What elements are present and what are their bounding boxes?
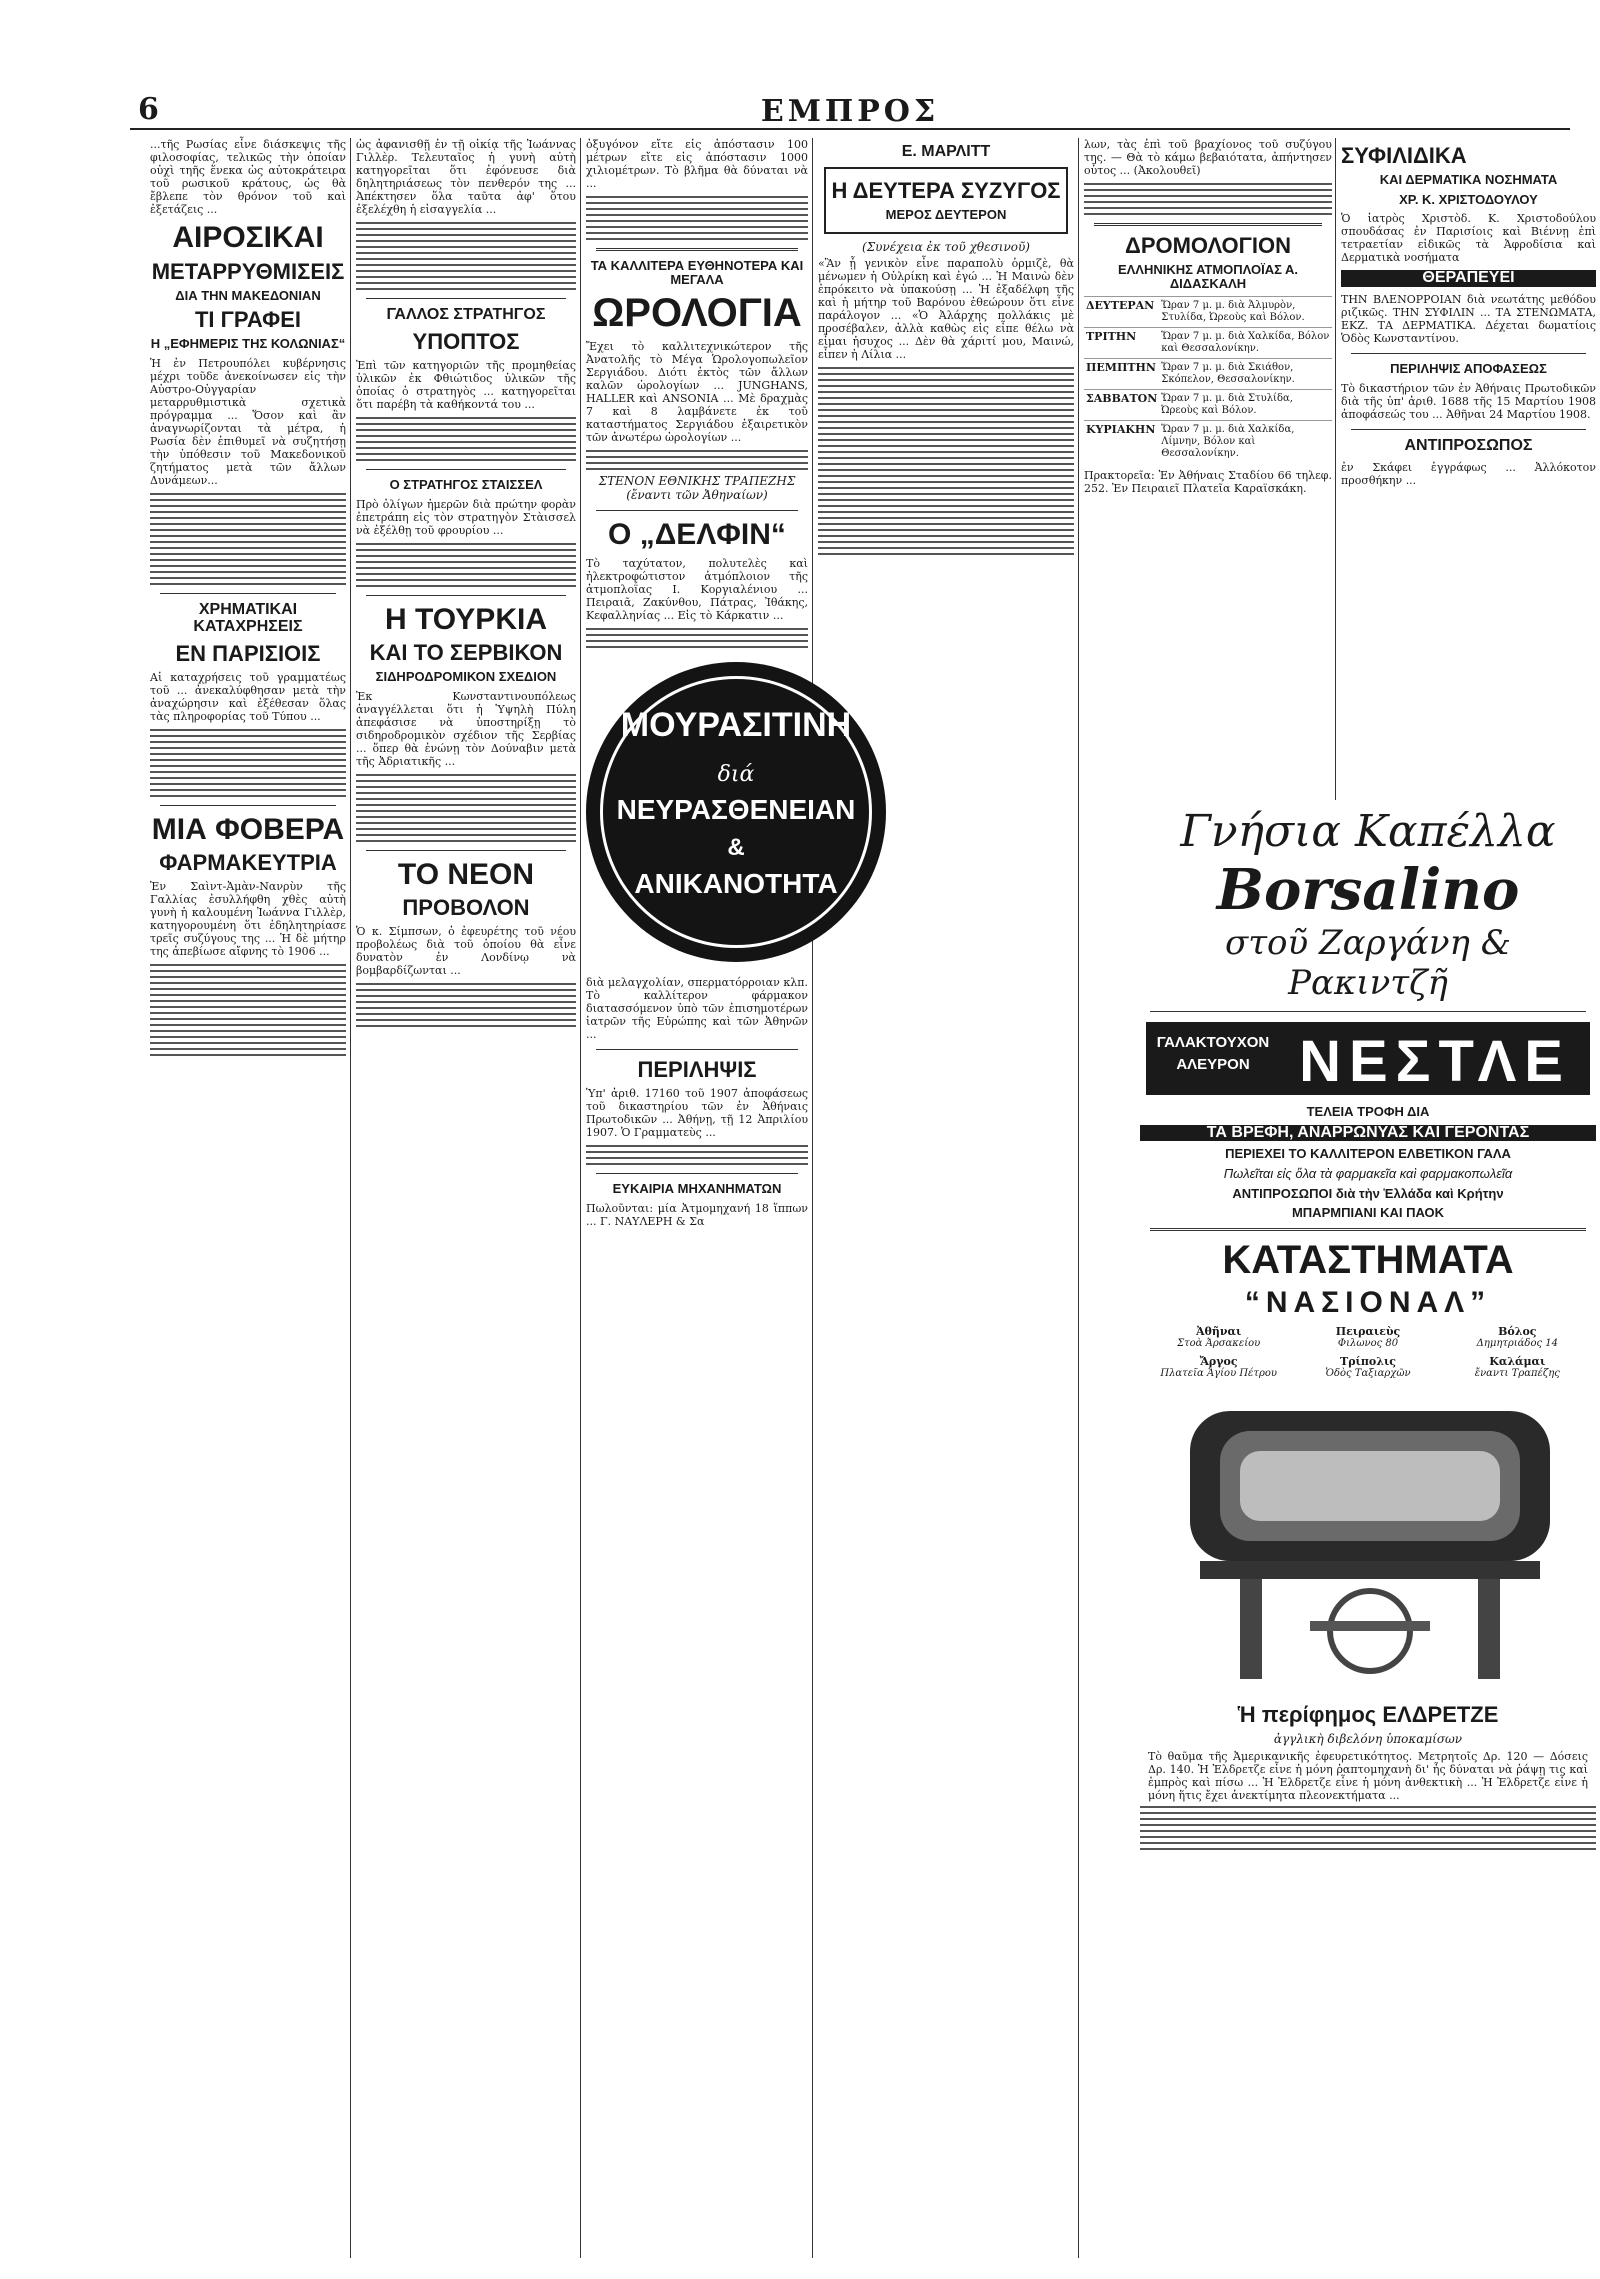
ad-headline: Ἡ περίφημος ΕΛΔΡΕΤΖΕ [1237,1701,1499,1727]
headline: ΠΕΡΙΛΗΨΙΣ [637,1056,757,1082]
column-4 [818,138,1074,2258]
headline: ΕΛΛΗΝΙΚΗΣ ΑΤΜΟΠΛΟΪΑΣ Α. ΔΙΔΑΣΚΑΛΗ [1117,262,1299,291]
seal-text: & [727,833,745,861]
column-3 [586,138,856,2258]
schedule-day: ΣΑΒΒΑΤΟΝ [1084,390,1159,421]
headline: ΤΑ ΚΑΛΛΙΤΕΡΑ ΕΥΘΗΝΟΤΕΡΑ ΚΑΙ ΜΕΓΑΛΑ [590,258,804,287]
schedule-text: Ὥραν 7 μ. μ. διὰ Χαλκίδα, Βόλον καὶ Θεσσαλονίκην. [1159,328,1332,359]
article-text: Ἔχει τὸ καλλιτεχνικώτερον τῆς Ἀνατολῆς τὸ Μέγα Ὡρολογοπωλεῖον Σεργιάδου. Διότι ἐκτὸς τῶν ἄλλων καλῶν ὡρολογίων ... JUNGHANS, HALLER καὶ ANSONIA ... Μὲ δραχμὰς 7 καὶ 8 λαμβάνετε ἐκ τοῦ καταστήματος Σεργιάδου ἐξαιρετικὸν τῶν ἀνωτέρω ὡρολογίων ... [586,340,808,445]
headline: ΔΙΑ ΤΗΝ ΜΑΚΕΔΟΝΙΑΝ [175,287,321,303]
headline: ΥΠΟΠΤΟΣ [412,328,520,354]
headline: ΩΡΟΛΟΓΙΑ [592,291,802,336]
schedule-text: Ὥραν 7 μ. μ. διὰ Σκιάθον, Σκόπελον, Θεσσαλονίκην. [1159,359,1332,390]
headline: ΤΟ ΝΕΟΝ [397,857,535,891]
headline: ΧΡ. Κ. ΧΡΙΣΤΟΔΟΥΛΟΥ [1399,191,1538,207]
column-2 [356,138,576,2258]
schedule-text: Ὥραν 7 μ. μ. διὰ Ἀλμυρὸν, Στυλίδα, Ὠρεοὺς καὶ Βόλον. [1159,297,1332,328]
nestle-right: ΝΕΣΤΛΕ [1280,1022,1590,1095]
headline: ΕΝ ΠΑΡΙΣΙΟΙΣ [175,640,321,666]
headline: ΜΕΡΟΣ ΔΕΥΤΕΡΟΝ [885,206,1007,222]
article-text: Ὑπ' ἀριθ. 17160 τοῦ 1907 ἀποφάσεως τοῦ δικαστηρίου τῶν ἐν Ἀθήναις Πρωτοδικῶν ... Ἀθήνῃ, τῇ 12 Ἀπριλίου 1907. Ὁ Γραμματεὺς ... [586,1086,808,1139]
agencies-text: Πρακτορεῖα: Ἐν Ἀθήναις Σταδίου 66 τηλεφ. 252. Ἐν Πειραιεῖ Πλατεῖα Καραϊσκάκη. [1084,469,1332,496]
article-text: Τὸ ταχύτατον, πολυτελὲς καὶ ἠλεκτροφώτιστον ἀτμόπλοιον τῆς ἀτμοπλοΐας Ι. Κοργιαλένιου ... Πειραιᾶ, Ζακύνθου, Πάτρας, Ἰθάκης, Κεφαλληνίας ... Εἰς τὸ Κάρκατιν ... [586,556,808,622]
headline: ΧΡΗΜΑΤΙΚΑΙ ΚΑΤΑΧΡΗΣΕΙΣ [193,600,303,635]
article-text: Τὸ θαῦμα τῆς Ἀμερικανικῆς ἐφευρετικότητος. Μετρητοῖς Δρ. 120 — Δόσεις Δρ. 140. Ἡ Ἐλδρετζε εἶνε ἡ μόνη ῥαπτομηχανὴ δι' ἧς δύναται νὰ ῥάψῃ τις καὶ ἐμπρὸς καὶ πίσω ... Ἡ Ἐλδρετζε εἶνε ἡ μόνη ἀνθεκτικὴ ... Ἡ Ἐλδρετζε εἶνε ἡ μόνη ἥτις ἔχει ἀνεκτίμητα πλεονεκτήματα ... [1148,1749,1588,1802]
serial-author: Ε. ΜΑΡΛΙΤΤ [901,143,991,160]
table-row [1084,297,1332,328]
ad-text: ΤΑ ΒΡΕΦΗ, ΑΝΑΡΡΩΝΥΑΣ ΚΑΙ ΓΕΡΟΝΤΑΣ [1140,1125,1596,1142]
store-entry: Βόλος Δημητριάδος 14 [1476,1324,1558,1349]
headline: ΜΕΤΑΡΡΥΘΜΙΣΕΙΣ [151,258,345,284]
article-text: Τὸ δικαστήριον τῶν ἐν Ἀθήναις Πρωτοδικῶν διὰ τῆς ὑπ' ἀριθ. 1688 τῆς 15 Μαρτίου 1908 ἀποφάσεώς του ... Ἀθῆναι 24 Μαρτίου 1908. [1341,381,1596,421]
article-text: Ἐν Σαὶντ-Ἀμὰν-Νανρὺν τῆς Γαλλίας ἐσυλλήφθη χθὲς αὐτὴ γυνὴ ἡ καλουμένη Ἰωάννα Γιλλὲρ, κατηγορουμένη ὅτι ἐδηλητηρίασε τρεῖς συζύγους της ... Ἡ δὲ μήτηρ της ἀπεβίωσε αἴφνης τὸ 1906 ... [150,880,346,959]
masthead [130,92,1570,130]
article-text: Ἡ ἐν Πετρουπόλει κυβέρνησις μέχρι τοῦδε ἀνεκοίνωσεν εἰς τὴν Αὐστρο-Οὐγγαρίαν μεταρρυθμιστικὰ σχετικὰ πρόγραμμα ... Ὅσον καὶ ἂν ἀναγνωρίζονται τὰ μέτρα, ἡ Ρωσία δὲν ἐπιθυμεῖ νὰ συζητήσῃ τὴν ὑπόθεσιν τοῦ Μακεδονικοῦ ζητήματος μετὰ τῶν ἄλλων Δυνάμεων... [150,356,346,487]
headline: Η „ΕΦΗΜΕΡΙΣ ΤΗΣ ΚΟΛΩΝΙΑΣ“ [150,336,346,352]
article-text: ...τῆς Ρωσίας εἶνε διάσκεψις τῆς φιλοσοφίας, τελικῶς τὴν ὁποίαν οὐχὶ τηῆς ἕνεκα ὡς αὐτοκράτειρα τοῦ ρωσικοῦ κράτους, ὡς θὰ ἔβλεπε τὸν θρόνον τοῦ καὶ ἐξετάζεις ... [150,138,346,216]
stores-title: “ΝΑΣΙΟΝΑΛ” [1244,1286,1492,1319]
article-text: Πρὸ ὀλίγων ἡμερῶν διὰ πρώτην φορὰν ἐπετράπη εἰς τὸν στρατηγὸν Στὰισσελ νὰ ἐξέλθῃ τοῦ φρουρίου ... [356,497,576,537]
ad-store: στοῦ Ζαργάνη & Ρακιντζῆ [1225,923,1511,1003]
newspaper-title: ΕΜΠΡΟΣ [760,94,940,129]
headline: ΦΑΡΜΑΚΕΥΤΡΙΑ [159,850,337,876]
store-entry: Τρίπολις Ὁδὸς Ταξιαρχῶν [1325,1354,1411,1379]
ad-brand: Borsalino [1216,857,1520,923]
article-text: Ὁ ἰατρὸς Χριστὸδ. Κ. Χριστοδούλου σπουδάσας ἐν Παρισίοις καὶ Βιέννῃ ἐπὶ τετραετίαν εἰδικῶς τὰ Ἀφροδίσια καὶ Δερματικὰ νοσήματα [1341,212,1596,265]
ad-text: ΤΕΛΕΙΑ ΤΡΟΦΗ ΔΙΑ [1306,1104,1430,1119]
column-rule [1078,138,1079,2258]
headline: ΣΙΔΗΡΟΔΡΟΜΙΚΟΝ ΣΧΕΔΙΟΝ [375,669,557,685]
table-row [1084,359,1332,390]
store-entry: Καλάμαι ἔναντι Τραπέζης [1474,1354,1560,1379]
headline: Ο „ΔΕΛΦΙΝ“ [608,518,786,552]
column-rule [580,138,581,2258]
headline: ΠΕΡΙΛΗΨΙΣ ΑΠΟΦΑΣΕΩΣ [1390,361,1547,377]
headline: ΠΡΟΒΟΛΟΝ [402,895,530,921]
table-row [1084,390,1332,421]
article-text: Ἐπὶ τῶν κατηγοριῶν τῆς προμηθείας ὑλικῶν ἐκ Φθιώτιδος ὑλικῶν τῆς ὁποίας ὁ στρατηγὸς ... κατηγορεῖται ὅτι παρέβη τὰ καθήκοντά του ... [356,358,576,411]
nestle-logo [1146,1022,1590,1095]
article-text: ΤΗΝ ΒΛΕΝΟΡΡΟΙΑΝ διὰ νεωτάτης μεθόδου ριζικῶς. ΤΗΝ ΣΥΦΙΛΙΝ ... ΤΑ ΣΤΕΝΩΜΑΤΑ, ΕΚΖ. ΤΑ ΔΕΡΜΑΤΙΚΑ. Δέχεται δωματίοις Ὁδὸς Κωνσταντίνου. [1341,293,1596,346]
table-row [1084,328,1332,359]
article-text: «Ἂν ᾖ γενικὸν εἶνε παραπολὺ ὁρμιζὲ, θὰ μένωμεν ἡ Οὐλρίκη καὶ ἐγώ ... Ἡ Μαινὼ δὲν ἐπρόκειτο νὰ ὑπακούσῃ ... Ἡ ἐξαδέλφη τῆς καὶ ἡ μήτηρ τοῦ Βαρόνου ἐθεώρουν ὅτι εἶνε παράλογον ... «Ὁ Ἀλάρχης πολλάκις μὲ προσέβαλεν, ἀλλὰ καθὼς εἰς εἶπε θέλω νὰ εἶμαι ἡσυχος ... Δὲν θὰ χάριτί μου, Μαινώ, εἶπεν ἡ Λίλια ... [818,256,1074,361]
article-text: Πωλοῦνται: μία Ἀτμομηχανή 18 ἵππων ... Γ. ΝΑΥΛΕΡΗ & Σα [586,1201,808,1228]
headline: Η ΤΟΥΡΚΙΑ [385,602,547,636]
ad-text: Πωλεῖται εἰς ὅλα τὰ φαρμακεῖα καὶ φαρμακοπωλεῖα [1223,1166,1513,1182]
stores-list [1144,1325,1592,1379]
article-text: λων, τὰς ἐπὶ τοῦ βραχίονος τοῦ συζύγου της. — Θὰ τὸ κάμω βεβαιότατα, ἀπήντησεν οὗτος ... (Ἀκολουθεῖ) [1084,138,1332,177]
headline: ΚΑΙ ΔΕΡΜΑΤΙΚΑ ΝΟΣΗΜΑΤΑ [1379,172,1558,188]
page-number: 6 [138,92,159,127]
schedule-text: Ὥραν 7 μ. μ. διὰ Χαλκίδα, Λίμνην, Βόλον καὶ Θεσσαλονίκην. [1159,421,1332,464]
schedule-day: ΠΕΜΠΤΗΝ [1084,359,1159,390]
sewing-machine-illustration [1160,1391,1576,1691]
subtitle: (Συνέχεια ἐκ τοῦ χθεσινοῦ) [862,239,1030,254]
seal-text: ΑΝΙΚΑΝΟΤΗΤΑ [634,867,838,899]
column-rule [350,138,351,2258]
article-text: ὀξυγόνον εἴτε εἰς ἀπόστασιν 100 μέτρων εἴτε εἰς ἀπόστασιν 1000 χιλιομέτρων. Τὸ βλῆμα θὰ δύναται νὰ ... [586,138,808,190]
headline: ΕΥΚΑΙΡΙΑ ΜΗΧΑΝΗΜΑΤΩΝ [612,1180,782,1196]
article-text: διὰ μελαγχολίαν, σπερματόρροιαν κλπ. Τὸ καλλίτερον φάρμακον διατασσόμενον ὑπὸ τῶν ἐπισημοτέρων ἰατρῶν τῆς Εὐρώπης καὶ τῶν Ἀθηνῶν ... [586,975,808,1041]
ad-text: ΠΕΡΙΕΧΕΙ ΤΟ ΚΑΛΛΙΤΕΡΟΝ ΕΛΒΕΤΙΚΟΝ ΓΑΛΑ [1225,1146,1511,1162]
headline: ΓΑΛΛΟΣ ΣΤΡΑΤΗΓΟΣ [386,306,546,323]
schedule-day: ΤΡΙΤΗΝ [1084,328,1159,359]
ad-headline: Γνήσια Καπέλλα [1180,806,1556,857]
schedule-day: ΚΥΡΙΑΚΗΝ [1084,421,1159,464]
headline: ΤΙ ΓΡΑΦΕΙ [194,307,302,333]
nestle-left: ΓΑΛΑΚΤΟΥΧΟΝ ΑΛΕΥΡΟΝ [1146,1022,1280,1095]
store-entry: Πειραιεὺς Φιλωνος 80 [1335,1324,1401,1349]
column-rule [812,138,813,2258]
headline: ΑΙΡΟΣΙΚΑΙ [172,221,324,254]
address: ΣΤΕΝΟΝ ΕΘΝΙΚΗΣ ΤΡΑΠΕΖΗΣ (ἔναντι τῶν Ἀθηναίων) [598,474,796,503]
store-entry: Ἄργος Πλατεῖα Ἁγίου Πέτρου [1160,1354,1277,1379]
headline: ΘΕΡΑΠΕΥΕΙ [1341,270,1596,287]
headline: ΣΥΦΙΛΙΔΙΚΑ [1341,143,1467,168]
seal-text: ΜΟΥΡΑΣΙΤΙΝΗ [620,705,852,744]
article-text: Ἐκ Κωνσταντινουπόλεως ἀναγγέλλεται ὅτι ἡ Ὑψηλὴ Πύλη ἀπεφάσισε νὰ ὑποστηρίξῃ τὸ σιδηροδρομικὸν σχέδιον τῆς Σερβίας ... ὅπερ θὰ ἐνώνῃ τὸν Δούναβιν μετὰ τῆς Ἀδριατικῆς ... [356,689,576,768]
schedule-table [1084,296,1332,463]
headline: Ο ΣΤΡΑΤΗΓΟΣ ΣΤΑΙΣΣΕΛ [389,476,543,492]
headline: ΔΡΟΜΟΛΟΓΙΟΝ [1125,233,1291,258]
article-text: Αἱ καταχρήσεις τοῦ γραμματέως τοῦ ... ἀνεκαλύφθησαν μετὰ τὴν ἀναχώρησιν καὶ ἐξέθεσαν ὅλας τὰς πληροφορίας τοῦ Τύπου ... [150,670,346,723]
serial-title-box [824,167,1068,234]
article-text: ὡς ἀφανισθῇ ἐν τῇ οἰκίᾳ τῆς Ἰωάννας Γιλλὲρ. Τελευταῖος ἡ γυνὴ αὐτὴ κατηγορεῖται ὅτι ἐφόνευσε διὰ δηλητηριάσεως τὸν πενθερόν της ... Ἀπέκτησεν ὅλα ταῦτα ἀφ' ὅτου ἐξελέχθη ἡ εἰσαγγελία ... [356,138,576,216]
schedule-day: ΔΕΥΤΕΡΑΝ [1084,297,1159,328]
seal-text: ΝΕΥΡΑΣΘΕΝΕΙΑΝ [616,793,856,825]
ad-subtitle: ἀγγλικὴ διβελόνη ὑποκαμίσων [1273,1731,1463,1746]
ad-text: ΜΠΑΡΜΠΙΑΝΙ ΚΑΙ ΠΑΟΚ [1291,1205,1445,1221]
store-entry: Ἀθῆναι Στοὰ Ἀρσακείου [1177,1324,1261,1349]
advertisements-area [1140,800,1596,2260]
stores-title: ΚΑΤΑΣΤΗΜΑΤΑ [1222,1238,1514,1282]
headline: Η ΔΕΥΤΕΡΑ ΣΥΖΥΓΟΣ [831,177,1061,203]
seal-text: διά [717,761,755,787]
table-row [1084,421,1332,464]
headline: ΑΝΤΙΠΡΟΣΩΠΟΣ [1404,436,1533,454]
headline: ΚΑΙ ΤΟ ΣΕΡΒΙΚΟΝ [369,640,563,666]
headline: ΜΙΑ ΦΟΒΕΡΑ [151,812,345,846]
article-text: Ὁ κ. Σίμπσων, ὁ ἐφευρέτης τοῦ νέου προβολέως διὰ τοῦ ὁποίου θὰ εἶνε δυνατὸν ἐν Λονδίνῳ νὰ βομβαρδίζωνται ... [356,925,576,978]
column-1 [150,138,346,2258]
article-text: ἐν Σκάφει ἐγγράφως ... Ἀλλόκοτον προσθήκην ... [1341,460,1596,487]
ad-text: ΑΝΤΙΠΡΟΣΩΠΟΙ διὰ τὴν Ἑλλάδα καὶ Κρήτην [1232,1185,1504,1201]
schedule-text: Ὥραν 7 μ. μ. διὰ Στυλίδα, Ὠρεοὺς καὶ Βόλον. [1159,390,1332,421]
